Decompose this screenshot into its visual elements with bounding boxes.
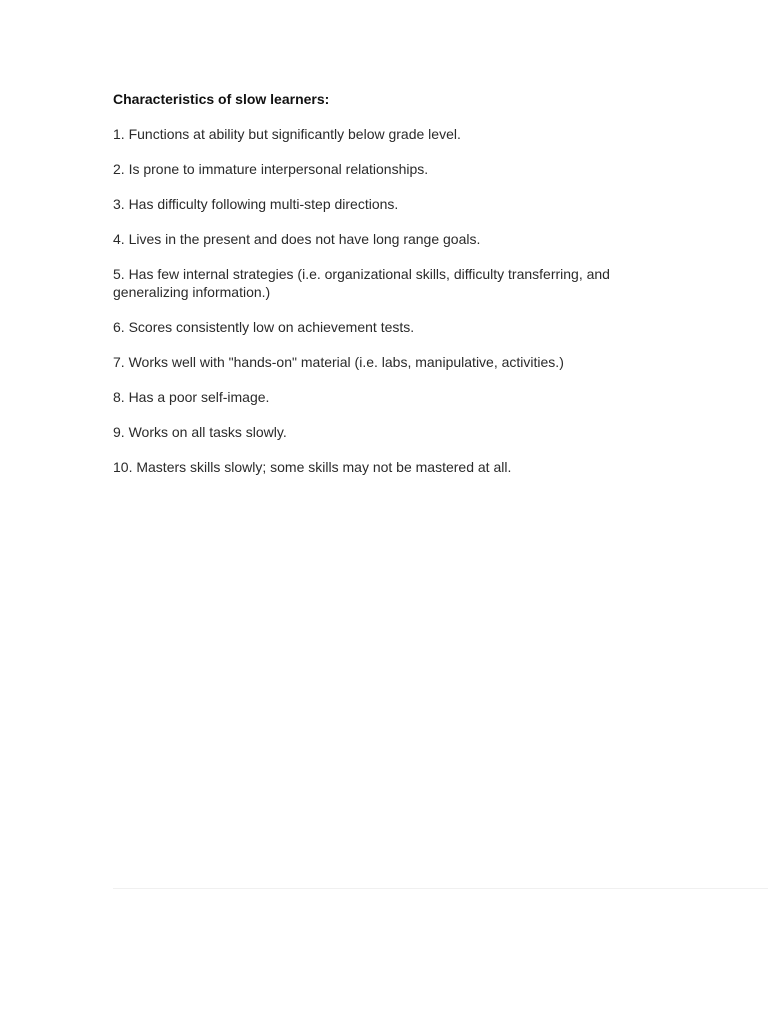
list-item: 5. Has few internal strategies (i.e. organizational skills, difficulty transferring, and generalizing information.) (113, 266, 610, 300)
list-item: 9. Works on all tasks slowly. (113, 424, 287, 440)
page-divider (113, 888, 768, 889)
document-content (113, 91, 658, 493)
list-item: 4. Lives in the present and does not have long range goals. (113, 231, 481, 247)
list-item: 1. Functions at ability but significantly below grade level. (113, 126, 461, 142)
list-item: 6. Scores consistently low on achievement tests. (113, 319, 415, 335)
characteristics-list (113, 125, 658, 476)
document-heading: Characteristics of slow learners: (113, 91, 330, 107)
list-item: 7. Works well with "hands-on" material (i.e. labs, manipulative, activities.) (113, 354, 564, 370)
list-item: 3. Has difficulty following multi-step directions. (113, 196, 399, 212)
list-item: 8. Has a poor self-image. (113, 389, 270, 405)
list-item: 2. Is prone to immature interpersonal relationships. (113, 161, 429, 177)
list-item: 10. Masters skills slowly; some skills may not be mastered at all. (113, 459, 512, 475)
